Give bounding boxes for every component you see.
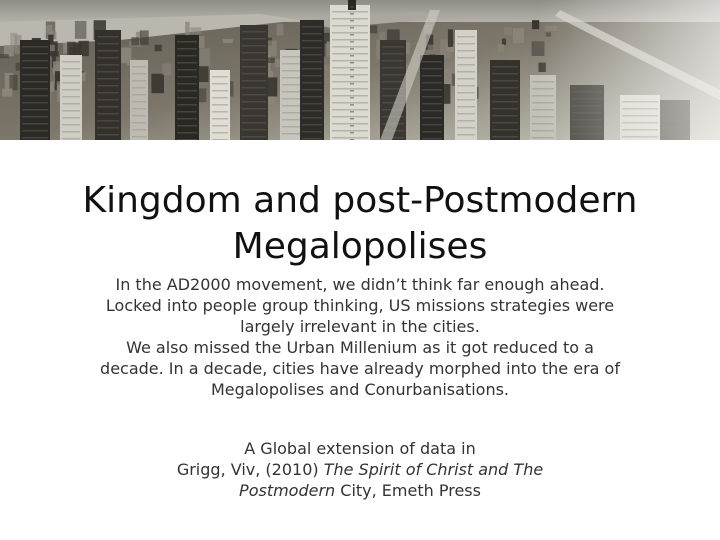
citation-line-3	[100, 480, 620, 501]
slide-title: Kingdom and post-Postmodern Megalopolises	[82, 180, 638, 267]
citation	[100, 438, 620, 501]
city-skyline-photo-icon	[0, 0, 720, 140]
citation-book-title-part-2: Postmodern	[239, 481, 336, 500]
citation-publisher: City, Emeth Press	[335, 481, 481, 500]
citation-author: Grigg, Viv, (2010)	[176, 460, 324, 479]
citation-book-title-part-1: The Spirit of Christ and The	[323, 460, 544, 479]
city-skyline-banner	[0, 0, 720, 140]
citation-line-2	[100, 459, 620, 480]
body-paragraph-1: In the AD2000 movement, we didn’t think far enough ahead. Locked into people group thinking, US missions strategies were largely irrelevant in the cities.	[105, 275, 615, 336]
body-paragraph-2: We also missed the Urban Millenium as it got reduced to a decade. In a decade, cities have already morphed into the era of Megalopolises and Conurbanisations.	[100, 338, 620, 399]
citation-line-1: A Global extension of data in	[244, 439, 476, 458]
slide-body	[100, 274, 620, 400]
